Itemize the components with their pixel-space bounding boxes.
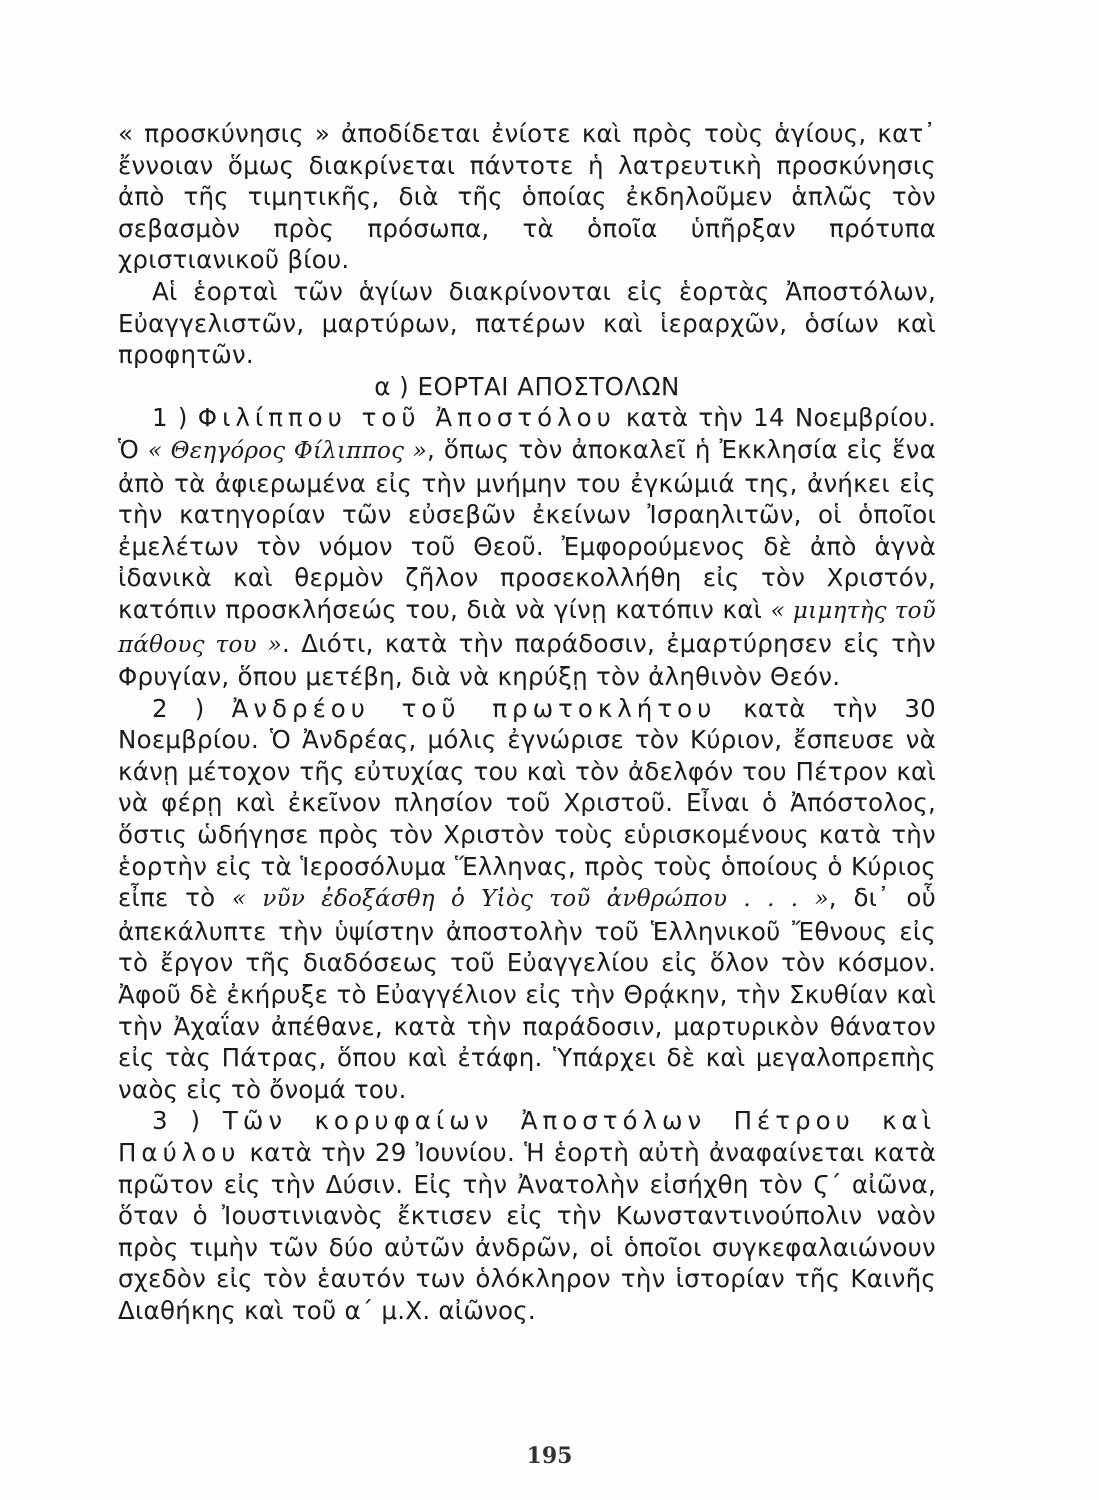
entry-title: Ἀνδρέου τοῦ πρωτοκλήτου (231, 693, 717, 723)
entry-quote: « μιμητὴς τοῦ πάθους του » (118, 597, 936, 658)
entry-body: Ὁ (118, 434, 140, 464)
entry-number: 3 ) (152, 1106, 201, 1136)
entry-quote: « Θεηγόρος Φίλιππος » (147, 437, 427, 464)
paragraph-text: « προσκύνησις » ἀποδίδεται ἐνίοτε καὶ πρὸς τοὺς ἁγίους, κατ᾽ ἔννοιαν ὅμως διακρίνεται πάντοτε ἡ λατρευτικὴ προσκύνησις ἀπὸ τῆς τιμητικῆς, διὰ τῆς ὁποίας ἐκδηλοῦμεν ἁπλῶς τὸν σεβασμὸν πρὸς πρόσωπα, τὰ ὁποῖα ὑπῆρξαν πρότυπα χριστιανικοῦ βίου. (118, 119, 936, 275)
page-body (118, 118, 936, 1327)
entry-quote: « νῦν ἐδοξάσθη ὁ Υἱὸς τοῦ ἀνθρώπου . . . » (231, 886, 829, 913)
paragraph-intro (118, 118, 936, 276)
entry-date: κατὰ τὴν 29 Ἰουνίου. (249, 1138, 516, 1167)
entry-body: . Διότι, κατὰ τὴν παράδοσιν, ἐμαρτύρησεν εἰς τὴν Φρυγίαν, ὅπου μετέβη, διὰ νὰ κηρύξῃ τὸν ἀληθινὸν Θεόν. (118, 628, 936, 692)
entry-title: Φιλίππου τοῦ Ἀποστόλου (197, 403, 616, 433)
entry-date: κατὰ τὴν 14 Νοεμβρίου. (625, 403, 936, 433)
entry-body: , δι᾽ οὗ ἀπεκάλυπτε τὴν ὑψίστην ἀποστολὴν τοῦ Ἑλληνικοῦ Ἔθνους εἰς τὸ ἔργον τῆς διαδόσεως τοῦ Εὐαγγελίου εἰς ὅλον τὸν κόσμον. Ἀφοῦ δὲ ἐκήρυξε τὸ Εὐαγγέλιον εἰς τὴν Θρᾴκην, τὴν Σκυθίαν καὶ τὴν Ἀχαΐαν ἀπέθανε, κατὰ τὴν παράδοσιν, μαρτυρικὸν θάνατον εἰς τὰς Πάτρας, ὅπου καὶ ἐτάφη. Ὑπάρχει δὲ καὶ μεγαλοπρεπὴς ναὸς εἰς τὸ ὄνομά του. (118, 883, 936, 1104)
entry-peter-paul (118, 1105, 936, 1326)
paragraph-categories (118, 276, 936, 371)
entry-body: Ὁ Ἀνδρέας, μόλις ἐγνώρισε τὸν Κύριον, ἔσπευσε νὰ κάνῃ μέτοχον τῆς εὐτυχίας του καὶ τὸν ἀδελφόν του Πέτρον καὶ νὰ φέρῃ καὶ ἐκεῖνον πλησίον τοῦ Χριστοῦ. Εἶναι ὁ Ἀπόστολος, ὅστις ὡδήγησε πρὸς τὸν Χριστὸν τοὺς εὑρισκομένους κατὰ τὴν ἑορτὴν εἰς τὰ Ἱεροσόλυμα Ἕλληνας, πρὸς τοὺς ὁποίους ὁ Κύριος εἶπε τὸ (118, 725, 936, 913)
page-number: 195 (526, 1443, 573, 1469)
paragraph-text: Αἱ ἑορταὶ τῶν ἁγίων διακρίνονται εἰς ἑορτὰς Ἀποστόλων, Εὐαγγελιστῶν, μαρτύρων, πατέρων καὶ ἱεραρχῶν, ὁσίων καὶ προφητῶν. (118, 276, 936, 370)
entry-date: κατὰ τὴν 30 Νοεμβρίου. (118, 693, 937, 755)
entry-body: Ἡ ἑορτὴ αὐτὴ ἀναφαίνεται κατὰ πρῶτον εἰς τὴν Δύσιν. Εἰς τὴν Ἀνατολὴν εἰσήχθη τὸν Ϛ´ αἰῶνα, ὅταν ὁ Ἰουστινιανὸς ἔκτισεν εἰς τὴν Κωνσταντινούπολιν ναὸν πρὸς τιμὴν τῶν δύο αὐτῶν ἀνδρῶν, οἱ ὁποῖοι συγκεφαλαιώνουν σχεδὸν εἰς τὸν ἑαυτόν των ὁλόκληρον τὴν ἱστορίαν τῆς Καινῆς Διαθήκης καὶ τοῦ α´ μ.Χ. αἰῶνος. (118, 1138, 936, 1325)
entry-title: Τῶν κορυφαίων Ἀποστόλων Πέτρου καὶ Παύλου (118, 1106, 936, 1167)
entry-number: 1 ) (152, 403, 188, 433)
entry-andrew (118, 693, 936, 1106)
entry-philip (118, 402, 936, 692)
section-heading: α ) ΕΟΡΤΑΙ ΑΠΟΣΤΟΛΩΝ (374, 371, 680, 401)
entry-number: 2 ) (152, 693, 205, 723)
entry-body: , ὅπως τὸν ἀποκαλεῖ ἡ Ἐκκλησία εἰς ἕνα ἀπὸ τὰ ἀφιερωμένα εἰς τὴν μνήμην του ἐγκώμιά της, ἀνήκει εἰς τὴν κατηγορίαν τῶν εὐσεβῶν ἐκείνων Ἰσραηλιτῶν, οἱ ὁποῖοι ἐμελέτων τὸν νόμον τοῦ Θεοῦ. Ἐμφορούμενος δὲ ἀπὸ ἁγνὰ ἰδανικὰ καὶ θερμὸν ζῆλον προσεκολλήθη εἰς τὸν Χριστόν, κατόπιν προσκλήσεώς του, διὰ νὰ γίνῃ κατόπιν καὶ (118, 434, 936, 624)
